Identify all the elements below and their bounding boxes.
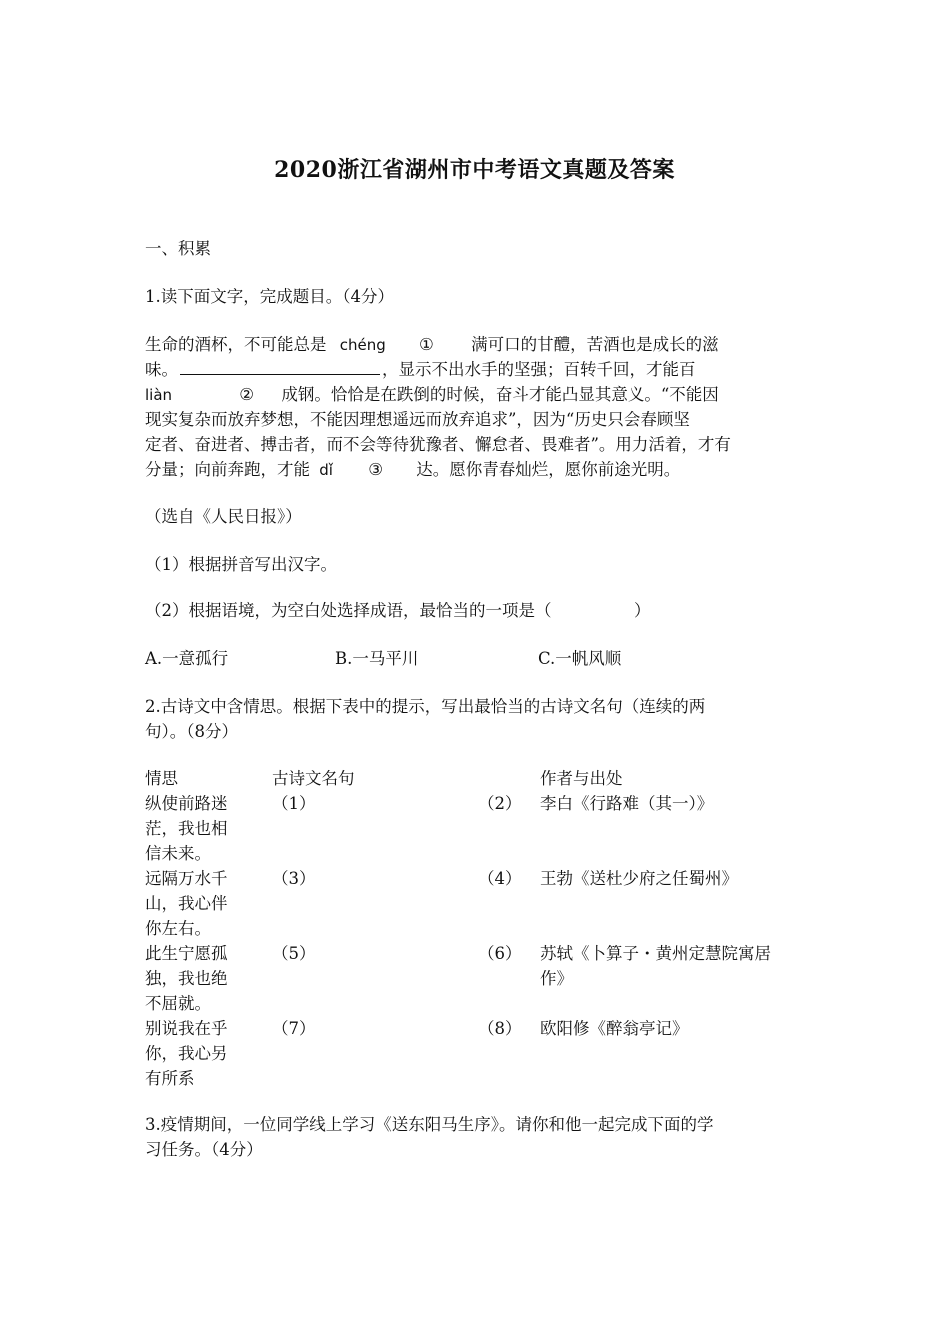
blank-marker: ① bbox=[419, 335, 434, 354]
answer-slot[interactable]: （6） bbox=[478, 944, 522, 963]
source-line: 作》 bbox=[540, 969, 573, 988]
passage-text: 生命的酒杯，不可能总是 bbox=[145, 335, 327, 354]
passage-source: （选自《人民日报》） bbox=[145, 507, 302, 526]
feeling-line: 此生宁愿孤 bbox=[145, 944, 228, 963]
table-header-source: 作者与出处 bbox=[540, 769, 623, 788]
blank-marker: ③ bbox=[368, 460, 383, 479]
answer-slot[interactable]: （8） bbox=[478, 1019, 522, 1038]
answer-slot[interactable]: （1） bbox=[272, 794, 316, 813]
pinyin-hint: chéng bbox=[339, 336, 386, 354]
option-c[interactable]: C.一帆风顺 bbox=[538, 649, 622, 668]
answer-slot[interactable]: （5） bbox=[272, 944, 316, 963]
blank-marker: ② bbox=[239, 385, 255, 404]
feeling-line: 不屈就。 bbox=[145, 994, 211, 1013]
passage-text: ，显示不出水手的坚强；百转千回，才能百 bbox=[382, 360, 696, 379]
sub-question-1: （1）根据拼音写出汉字。 bbox=[145, 555, 337, 574]
fill-blank-line[interactable] bbox=[180, 357, 380, 375]
source-line: 王勃《送杜少府之任蜀州》 bbox=[540, 869, 738, 888]
page-title: 2020浙江省湖州市中考语文真题及答案 bbox=[274, 157, 675, 183]
source-line: 苏轼《卜算子・黄州定慧院寓居 bbox=[540, 944, 771, 963]
feeling-line: 远隔万水千 bbox=[145, 869, 228, 888]
passage-text: 分量；向前奔跑，才能 bbox=[145, 460, 310, 479]
feeling-line: 你左右。 bbox=[145, 919, 211, 938]
option-b[interactable]: B.一马平川 bbox=[335, 649, 419, 668]
pinyin-hint: dǐ bbox=[319, 461, 333, 479]
passage-text: 满可口的甘醴，苦酒也是成长的滋 bbox=[471, 335, 719, 354]
passage-text: 味。 bbox=[145, 360, 178, 379]
passage-text: 定者、奋进者、搏击者，而不会等待犹豫者、懈怠者、畏难者”。用力活着，才有 bbox=[145, 435, 731, 454]
question-2-heading: 2.古诗文中含情思。根据下表中的提示，写出最恰当的古诗文名句（连续的两 bbox=[145, 697, 706, 716]
section-heading: 一、积累 bbox=[145, 239, 211, 258]
feeling-line: 独，我也绝 bbox=[145, 969, 228, 988]
feeling-line: 有所系 bbox=[145, 1069, 195, 1088]
feeling-line: 茫，我也相 bbox=[145, 819, 228, 838]
feeling-line: 山，我心伴 bbox=[145, 894, 228, 913]
pinyin-hint: liàn bbox=[145, 386, 173, 404]
question-3-heading-cont: 习任务。（4分） bbox=[145, 1140, 263, 1159]
feeling-line: 你，我心另 bbox=[145, 1044, 228, 1063]
feeling-line: 信未来。 bbox=[145, 844, 211, 863]
passage-text: 达。愿你青春灿烂，愿你前途光明。 bbox=[416, 460, 681, 479]
answer-slot[interactable]: （3） bbox=[272, 869, 316, 888]
question-1-heading: 1.读下面文字，完成题目。（4分） bbox=[145, 287, 394, 306]
passage-text: 成钢。恰恰是在跌倒的时候，奋斗才能凸显其意义。“不能因 bbox=[281, 385, 719, 404]
option-a[interactable]: A.一意孤行 bbox=[145, 649, 229, 668]
table-header-feeling: 情思 bbox=[145, 769, 178, 788]
question-2-heading-cont: 句）。（8分） bbox=[145, 722, 238, 741]
feeling-line: 纵使前路迷 bbox=[145, 794, 228, 813]
source-line: 李白《行路难（其一）》 bbox=[540, 794, 714, 813]
answer-slot[interactable]: （4） bbox=[478, 869, 522, 888]
answer-slot[interactable]: （2） bbox=[478, 794, 522, 813]
passage-text: 现实复杂而放弃梦想，不能因理想遥远而放弃追求”，因为“历史只会春顾坚 bbox=[145, 410, 690, 429]
source-line: 欧阳修《醉翁亭记》 bbox=[540, 1019, 689, 1038]
question-3-heading: 3.疫情期间，一位同学线上学习《送东阳马生序》。请你和他一起完成下面的学 bbox=[145, 1115, 714, 1134]
feeling-line: 别说我在乎 bbox=[145, 1019, 228, 1038]
table-header-quote: 古诗文名句 bbox=[272, 769, 355, 788]
sub-question-2: （2）根据语境，为空白处选择成语，最恰当的一项是（ ） bbox=[145, 601, 651, 620]
answer-slot[interactable]: （7） bbox=[272, 1019, 316, 1038]
